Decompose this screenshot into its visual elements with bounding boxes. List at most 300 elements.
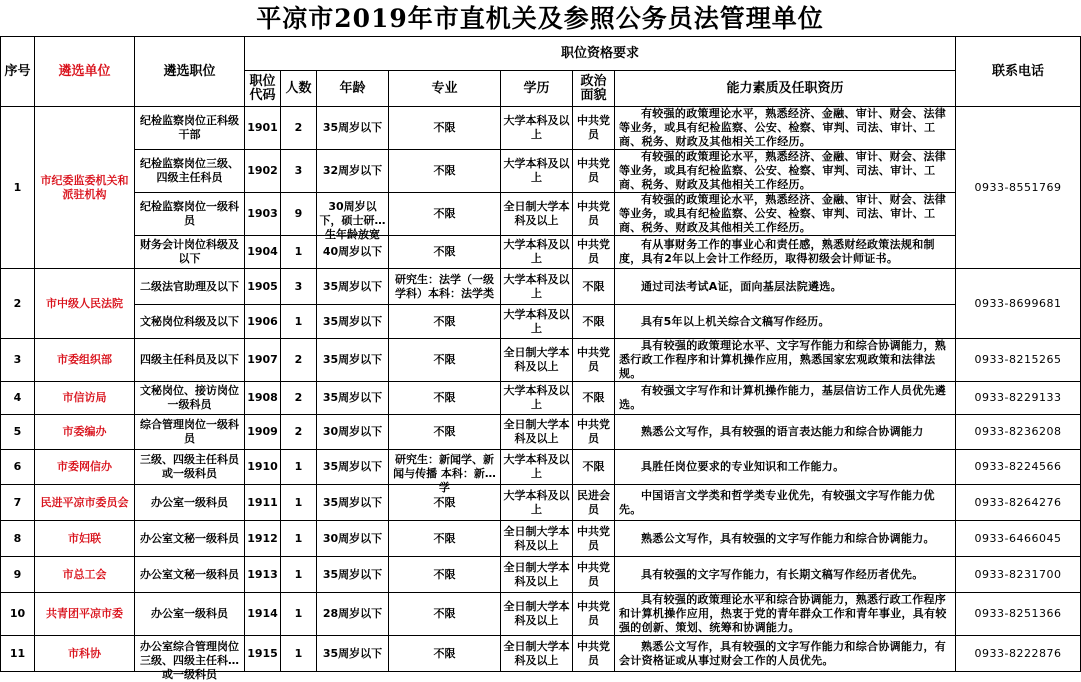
seq-cell-text: 9 [13, 567, 22, 581]
position-cell [135, 339, 245, 382]
ability-cell-text: 具有较强的政策理论水平和综合协调能力，熟悉行政工作程序和计算机操作应用，热衷于党的青年群众工作和青年事业，具有较强的创新、策划、统筹和协调能力。 [619, 593, 947, 634]
age-cell-text: 35周岁以下 [322, 121, 383, 134]
count-cell [281, 382, 317, 415]
code-cell [245, 557, 281, 593]
age-cell [317, 269, 389, 305]
political-cell [573, 415, 615, 450]
position-cell-text: 文秘岗位科级及以下 [140, 314, 239, 328]
unit-cell [35, 593, 135, 636]
position-cell-text: 四级主任科员及以下 [140, 353, 239, 366]
age-cell [317, 593, 389, 636]
major-cell [389, 557, 501, 593]
political-cell-text: 不限 [582, 460, 605, 473]
age-cell [317, 521, 389, 557]
code-cell [245, 593, 281, 636]
political-cell [573, 382, 615, 415]
political-cell [573, 485, 615, 521]
ability-cell [615, 593, 956, 636]
political-cell [573, 236, 615, 269]
position-cell [135, 236, 245, 269]
phone-cell [956, 415, 1081, 450]
count-cell-text: 1 [294, 646, 303, 660]
major-cell [389, 521, 501, 557]
count-cell-text: 9 [294, 207, 303, 220]
education-cell-text: 全日制大学本科及以上 [503, 346, 570, 373]
code-cell [245, 305, 281, 339]
phone-cell-text: 0933-8699681 [974, 296, 1062, 310]
count-cell-text: 2 [294, 353, 303, 366]
seq-cell [1, 450, 35, 485]
header-ability: 能力素质及任职资历 [615, 71, 956, 107]
phone-cell [956, 107, 1081, 269]
political-cell [573, 193, 615, 236]
ability-cell-text: 通过司法考试A证，面向基层法院遴选。 [641, 279, 842, 293]
count-cell [281, 305, 317, 339]
position-cell-text: 办公室文秘一级科员 [140, 531, 239, 545]
education-cell-text: 大学本科及以上 [503, 157, 570, 184]
ability-cell [615, 193, 956, 236]
position-cell-text: 综合管理岗位一级科员 [140, 418, 239, 445]
ability-cell-text: 具有5年以上机关综合文稿写作经历。 [641, 314, 830, 328]
position-cell [135, 382, 245, 415]
code-cell [245, 382, 281, 415]
count-cell [281, 450, 317, 485]
seq-cell-text: 8 [13, 531, 22, 545]
political-cell [573, 150, 615, 193]
unit-cell [35, 521, 135, 557]
age-cell-text: 35周岁以下 [322, 495, 383, 509]
age-cell-text: 35周岁以下 [322, 279, 383, 293]
ability-cell-text: 熟悉公文写作，具有较强的语言表达能力和综合协调能力 [641, 425, 924, 438]
count-cell-text: 1 [294, 607, 303, 620]
unit-cell [35, 269, 135, 339]
unit-cell-text: 市总工会 [62, 567, 107, 581]
header-code: 职位代码 [245, 71, 281, 107]
phone-cell [956, 557, 1081, 593]
table-row [1, 107, 1081, 150]
phone-cell [956, 339, 1081, 382]
ability-cell-text: 有较强文字写作和计算机操作能力，基层信访工作人员优先遴选。 [619, 384, 947, 411]
table-row [1, 450, 1081, 485]
major-cell-text: 研究生：法学（一级学科）本科：法学类 [395, 272, 494, 300]
phone-cell-text: 0933-8229133 [974, 391, 1062, 404]
page-title: 平凉市2019年市直机关及参照公务员法管理单位 [256, 4, 824, 33]
major-cell-text: 不限 [433, 567, 456, 581]
position-cell [135, 485, 245, 521]
phone-cell-text: 0933-6466045 [974, 531, 1062, 545]
education-cell [501, 193, 573, 236]
education-cell [501, 593, 573, 636]
code-cell-text: 1901 [247, 121, 278, 134]
seq-cell [1, 339, 35, 382]
table-row [1, 382, 1081, 415]
unit-cell [35, 415, 135, 450]
political-cell [573, 107, 615, 150]
code-cell-text: 1912 [247, 531, 278, 545]
age-cell [317, 382, 389, 415]
unit-cell-text: 市纪委监委机关和派驻机构 [40, 173, 129, 201]
code-cell-text: 1913 [247, 567, 278, 581]
political-cell [573, 557, 615, 593]
education-cell [501, 521, 573, 557]
ability-cell-text: 有从事财务工作的事业心和责任感，熟悉财经政策法规和制度，具有2年以上会计工作经历，取得初级会计师证书。 [619, 238, 935, 265]
unit-cell [35, 557, 135, 593]
ability-cell [615, 236, 956, 269]
seq-cell [1, 107, 35, 269]
seq-cell [1, 521, 35, 557]
seq-cell-text: 10 [9, 607, 26, 620]
age-cell [317, 339, 389, 382]
political-cell-text: 中共党员 [577, 157, 610, 184]
major-cell [389, 636, 501, 672]
political-cell [573, 269, 615, 305]
ability-cell-text: 有较强的政策理论水平，熟悉经济、金融、审计、财会、法律等业务，或具有纪检监察、公安、检察、审判、司法、审计、工商、税务、财政及其他相关工作经历。 [619, 107, 947, 148]
major-cell-text: 不限 [433, 646, 456, 660]
education-cell [501, 557, 573, 593]
ability-cell [615, 382, 956, 415]
header-phone: 联系电话 [956, 37, 1081, 107]
political-cell-text: 不限 [582, 279, 605, 293]
political-cell [573, 450, 615, 485]
phone-cell-text: 0933-8251366 [974, 607, 1062, 620]
ability-cell-text: 有较强的政策理论水平，熟悉经济、金融、审计、财会、法律等业务，或具有纪检监察、公安、检察、审判、司法、审计、工商、税务、财政及其他相关工作经历。 [619, 193, 947, 234]
education-cell [501, 150, 573, 193]
count-cell [281, 521, 317, 557]
phone-cell-text: 0933-8222876 [974, 646, 1062, 660]
position-cell-text: 办公室一级科员 [151, 495, 228, 509]
age-cell-text: 30周岁以下 [322, 531, 383, 545]
position-cell [135, 107, 245, 150]
political-cell [573, 339, 615, 382]
count-cell-text: 2 [294, 391, 303, 404]
unit-cell-text: 市妇联 [68, 531, 101, 545]
political-cell-text: 中共党员 [577, 200, 610, 227]
position-cell-text: 办公室综合管理岗位三级、四级主任科员或一级科员 [140, 639, 239, 681]
count-cell-text: 3 [294, 279, 303, 293]
code-cell-text: 1915 [247, 646, 278, 660]
education-cell [501, 450, 573, 485]
unit-cell-text: 市委网信办 [57, 460, 112, 473]
seq-cell [1, 415, 35, 450]
education-cell-text: 大学本科及以上 [503, 307, 570, 335]
code-cell [245, 107, 281, 150]
unit-cell-text: 市中级人民法院 [46, 296, 123, 310]
code-cell-text: 1906 [247, 314, 278, 328]
political-cell [573, 636, 615, 672]
unit-cell-text: 市委编办 [62, 425, 107, 438]
position-cell [135, 521, 245, 557]
position-cell-text: 二级法官助理及以下 [140, 279, 239, 293]
political-cell [573, 521, 615, 557]
code-cell-text: 1904 [247, 245, 278, 258]
header-count: 人数 [281, 71, 317, 107]
seq-cell [1, 593, 35, 636]
count-cell-text: 2 [294, 121, 303, 134]
political-cell-text: 中共党员 [577, 238, 610, 265]
phone-cell [956, 269, 1081, 339]
major-cell-text: 不限 [433, 495, 456, 509]
political-cell-text: 中共党员 [577, 114, 610, 141]
code-cell [245, 150, 281, 193]
seq-cell [1, 557, 35, 593]
education-cell [501, 339, 573, 382]
education-cell-text: 全日制大学本科及以上 [503, 639, 570, 667]
unit-cell [35, 107, 135, 269]
major-cell-text: 不限 [433, 391, 456, 404]
code-cell [245, 269, 281, 305]
seq-cell-text: 4 [13, 391, 22, 404]
table-row [1, 305, 1081, 339]
phone-cell-text: 0933-8551769 [974, 180, 1062, 194]
education-cell-text: 全日制大学本科及以上 [503, 524, 570, 552]
phone-cell [956, 485, 1081, 521]
ability-cell-text: 熟悉公文写作，具有较强的文字写作能力和综合协调能力，有会计资格证或从事过财会工作的人员优先。 [619, 639, 947, 667]
position-cell-text: 纪检监察岗位三级、四级主任科员 [140, 157, 239, 184]
age-cell-text: 28周岁以下 [322, 607, 383, 620]
code-cell [245, 521, 281, 557]
age-cell [317, 557, 389, 593]
unit-cell-text: 市科协 [68, 646, 101, 660]
table-row [1, 521, 1081, 557]
political-cell-text: 中共党员 [577, 524, 610, 552]
political-cell-text: 中共党员 [577, 418, 610, 445]
table-row [1, 339, 1081, 382]
position-cell-text: 办公室文秘一级科员 [140, 567, 239, 581]
position-cell-text: 三级、四级主任科员或一级科员 [140, 453, 239, 480]
count-cell-text: 1 [294, 245, 303, 258]
education-cell [501, 269, 573, 305]
position-cell-text: 财务会计岗位科级及以下 [140, 238, 239, 265]
major-cell-text: 不限 [433, 314, 456, 328]
major-cell-text: 不限 [433, 531, 456, 545]
education-cell-text: 大学本科及以上 [503, 114, 570, 141]
education-cell [501, 485, 573, 521]
education-cell [501, 415, 573, 450]
code-cell-text: 1914 [247, 607, 278, 620]
education-cell-text: 全日制大学本科及以上 [503, 418, 570, 445]
ability-cell-text: 具有较强的政策理论水平、文字写作能力和综合协调能力，熟悉行政工作程序和计算机操作应用，熟悉国家宏观政策和法律法规。 [619, 339, 947, 380]
major-cell [389, 382, 501, 415]
table-row [1, 636, 1081, 672]
unit-cell-text: 共青团平凉市委 [46, 607, 123, 620]
count-cell-text: 1 [294, 531, 303, 545]
ability-cell [615, 415, 956, 450]
count-cell-text: 1 [294, 314, 303, 328]
code-cell [245, 415, 281, 450]
table-row [1, 193, 1081, 236]
count-cell-text: 3 [294, 164, 303, 177]
age-cell [317, 450, 389, 485]
education-cell-text: 全日制大学本科及以上 [503, 200, 570, 227]
major-cell [389, 193, 501, 236]
seq-cell [1, 485, 35, 521]
age-cell-text: 30周岁以下 [322, 425, 383, 438]
age-cell-text: 40周岁以下 [322, 245, 383, 258]
count-cell [281, 107, 317, 150]
table-row [1, 236, 1081, 269]
code-cell [245, 236, 281, 269]
code-cell [245, 636, 281, 672]
count-cell [281, 593, 317, 636]
seq-cell-text: 11 [9, 646, 26, 660]
code-cell-text: 1902 [247, 164, 278, 177]
seq-cell [1, 269, 35, 339]
age-cell [317, 193, 389, 241]
table-body [1, 107, 1081, 681]
table-row [1, 150, 1081, 193]
unit-cell [35, 382, 135, 415]
political-cell-text: 不限 [582, 391, 605, 404]
age-cell [317, 636, 389, 672]
major-cell-text: 不限 [433, 425, 456, 438]
major-cell-text: 不限 [433, 607, 456, 620]
major-cell [389, 305, 501, 339]
header-age: 年龄 [317, 71, 389, 107]
phone-cell-text: 0933-8215265 [974, 353, 1062, 366]
code-cell [245, 450, 281, 485]
seq-cell [1, 382, 35, 415]
code-cell-text: 1907 [247, 353, 278, 366]
major-cell-text: 不限 [433, 164, 456, 177]
major-cell-text: 不限 [433, 245, 456, 258]
phone-cell-text: 0933-8264276 [974, 495, 1062, 509]
recruitment-table [0, 36, 1081, 681]
position-cell-text: 文秘岗位、接访岗位一级科员 [140, 384, 239, 411]
education-cell [501, 305, 573, 339]
education-cell-text: 大学本科及以上 [503, 272, 570, 300]
phone-cell [956, 636, 1081, 672]
code-cell-text: 1903 [247, 207, 278, 220]
ability-cell [615, 636, 956, 672]
ability-cell-text: 中国语言文学类和哲学类专业优先，有较强文字写作能力优先。 [619, 488, 935, 516]
age-cell [317, 415, 389, 450]
political-cell-text: 民进会员 [577, 488, 610, 516]
count-cell-text: 1 [294, 495, 303, 509]
age-cell [317, 150, 389, 193]
unit-cell [35, 636, 135, 672]
count-cell [281, 339, 317, 382]
phone-cell-text: 0933-8224566 [974, 460, 1062, 473]
unit-cell-text: 市委组织部 [57, 353, 112, 366]
count-cell-text: 1 [294, 567, 303, 581]
education-cell-text: 全日制大学本科及以上 [503, 560, 570, 588]
phone-cell [956, 593, 1081, 636]
education-cell-text: 大学本科及以上 [503, 238, 570, 265]
table-row [1, 557, 1081, 593]
position-cell-text: 办公室一级科员 [151, 607, 228, 620]
seq-cell-text: 6 [13, 460, 22, 473]
count-cell-text: 1 [294, 460, 303, 473]
major-cell [389, 450, 501, 494]
code-cell-text: 1905 [247, 279, 278, 293]
ability-cell [615, 269, 956, 305]
position-cell [135, 305, 245, 339]
education-cell [501, 636, 573, 672]
table-row [1, 269, 1081, 305]
phone-cell-text: 0933-8231700 [974, 567, 1062, 581]
major-cell [389, 150, 501, 193]
position-cell [135, 450, 245, 485]
position-cell [135, 150, 245, 193]
seq-cell-text: 1 [13, 180, 22, 194]
ability-cell-text: 具有较强的文字写作能力，有长期文稿写作经历者优先。 [641, 567, 924, 581]
ability-cell [615, 305, 956, 339]
age-cell [317, 107, 389, 150]
unit-cell [35, 485, 135, 521]
count-cell-text: 2 [294, 425, 303, 438]
political-cell-text: 中共党员 [577, 346, 610, 373]
education-cell-text: 大学本科及以上 [503, 453, 570, 480]
header-position: 遴选职位 [135, 37, 245, 107]
count-cell [281, 269, 317, 305]
header-requirements: 职位资格要求 [245, 37, 956, 71]
ability-cell-text: 有较强的政策理论水平，熟悉经济、金融、审计、财会、法律等业务，或具有纪检监察、公安、检察、审判、司法、审计、工商、税务、财政及其他相关工作经历。 [619, 150, 947, 191]
position-cell [135, 193, 245, 236]
ability-cell [615, 150, 956, 193]
political-cell-text: 中共党员 [577, 560, 610, 588]
table-row [1, 415, 1081, 450]
phone-cell-text: 0933-8236208 [974, 425, 1062, 438]
ability-cell-text: 熟悉公文写作，具有较强的文字写作能力和综合协调能力。 [641, 531, 935, 545]
ability-cell [615, 450, 956, 485]
code-cell [245, 193, 281, 236]
major-cell-text: 研究生：新闻学、新闻与传播 本科：新闻学 [393, 453, 496, 494]
phone-cell [956, 382, 1081, 415]
header-unit: 遴选单位 [35, 37, 135, 107]
table-row [1, 593, 1081, 636]
header-political: 政治面貌 [573, 71, 615, 107]
major-cell-text: 不限 [433, 207, 456, 220]
ability-cell [615, 485, 956, 521]
political-cell [573, 305, 615, 339]
political-cell-text: 中共党员 [577, 600, 610, 627]
major-cell [389, 269, 501, 305]
education-cell [501, 382, 573, 415]
political-cell-text: 中共党员 [577, 639, 610, 667]
education-cell-text: 全日制大学本科及以上 [503, 600, 570, 627]
ability-cell [615, 521, 956, 557]
education-cell [501, 107, 573, 150]
header-major: 专业 [389, 71, 501, 107]
code-cell [245, 339, 281, 382]
major-cell-text: 不限 [433, 353, 456, 366]
age-cell-text: 32周岁以下 [322, 164, 383, 177]
code-cell-text: 1908 [247, 391, 278, 404]
count-cell [281, 557, 317, 593]
age-cell [317, 305, 389, 339]
count-cell [281, 236, 317, 269]
seq-cell-text: 5 [13, 425, 22, 438]
position-cell [135, 415, 245, 450]
position-cell [135, 269, 245, 305]
position-cell [135, 636, 245, 681]
age-cell-text: 35周岁以下 [322, 567, 383, 581]
header-education: 学历 [501, 71, 573, 107]
seq-cell [1, 636, 35, 672]
code-cell-text: 1909 [247, 425, 278, 438]
political-cell [573, 593, 615, 636]
age-cell-text: 30周岁以下，硕士研究生年龄放宽 [319, 200, 386, 241]
major-cell [389, 339, 501, 382]
code-cell [245, 485, 281, 521]
position-cell [135, 593, 245, 636]
major-cell-text: 不限 [433, 121, 456, 134]
position-cell [135, 557, 245, 593]
position-cell-text: 纪检监察岗位一级科员 [140, 200, 239, 227]
education-cell-text: 大学本科及以上 [503, 384, 570, 411]
major-cell [389, 593, 501, 636]
count-cell [281, 485, 317, 521]
